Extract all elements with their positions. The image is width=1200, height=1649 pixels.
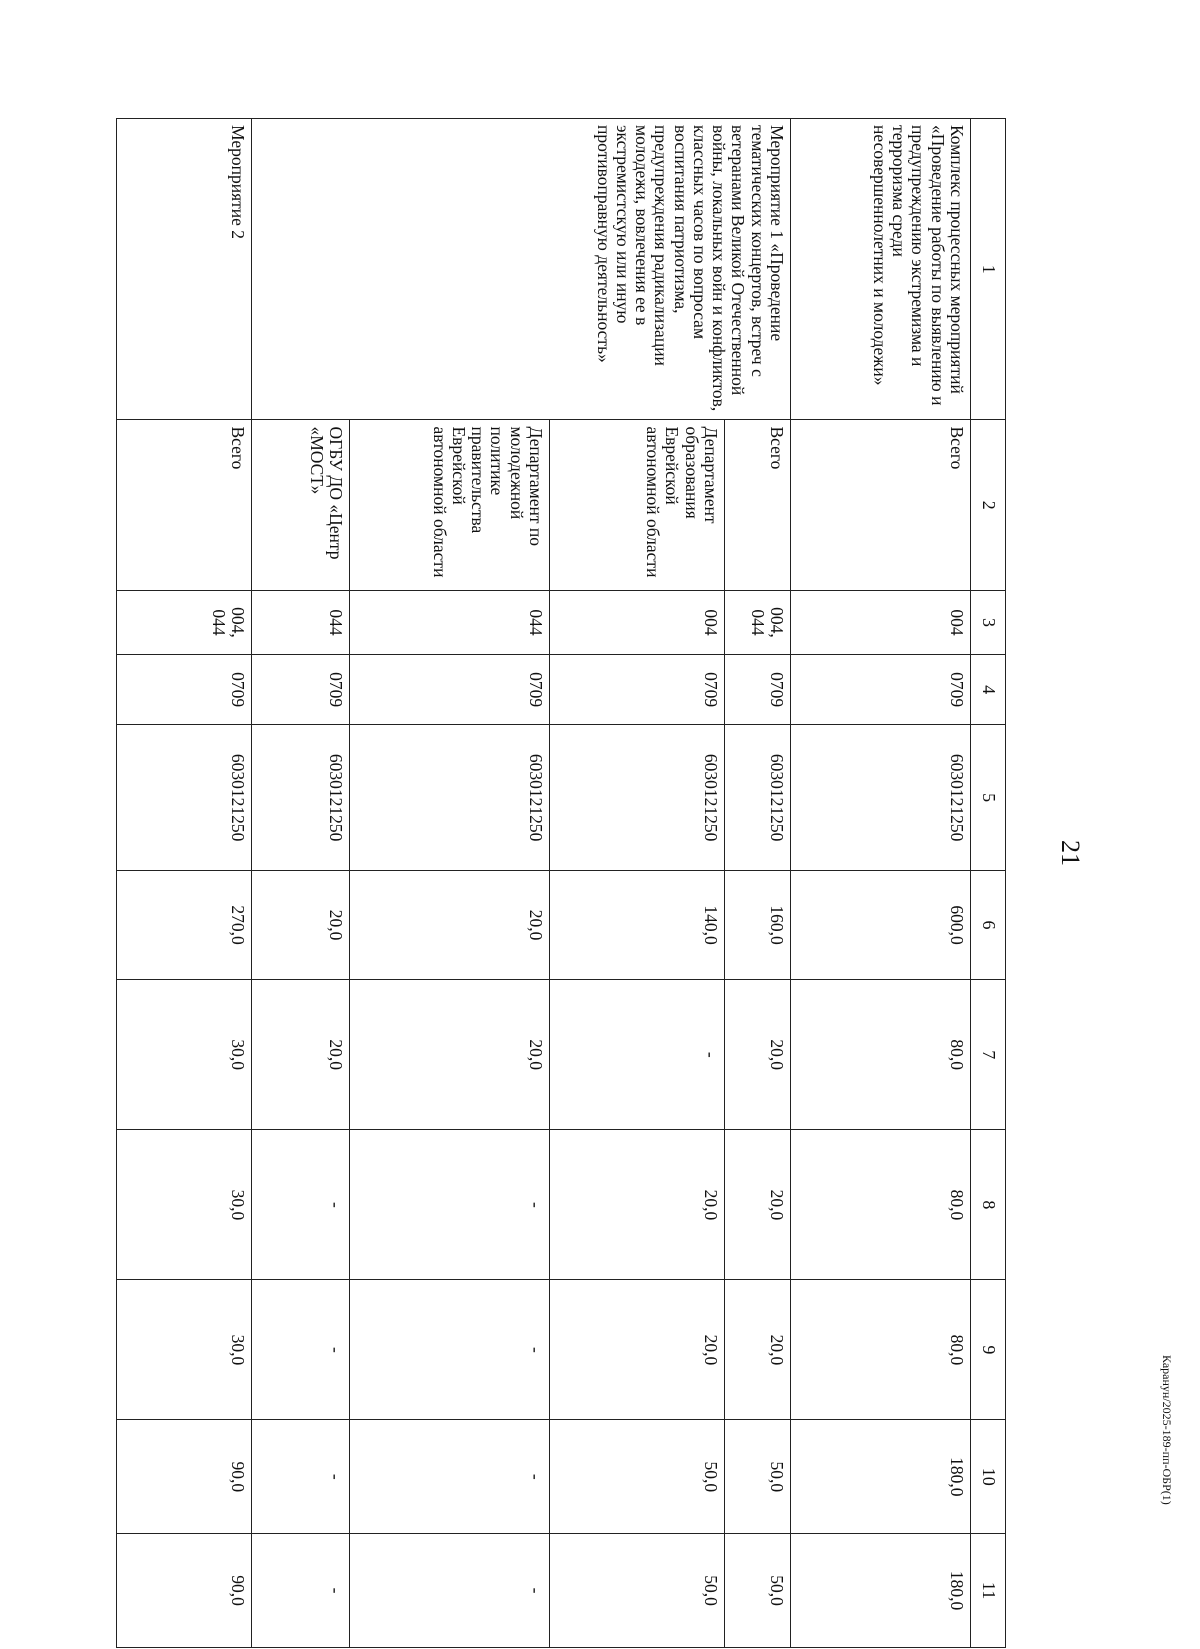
- col-header: 6: [971, 870, 1006, 979]
- table-cell: 6030121250: [117, 725, 252, 871]
- budget-table: [116, 118, 1006, 1648]
- col-header: 9: [971, 1280, 1006, 1420]
- table-cell: 0709: [117, 654, 252, 725]
- table-cell: 0709: [725, 654, 791, 725]
- header-row: [971, 119, 1006, 1648]
- table-cell: Всего: [117, 420, 252, 591]
- col-header: 1: [971, 119, 1006, 420]
- table-cell: 20,0: [252, 980, 350, 1130]
- table-cell: ОГБУ ДО «Центр «МОСТ»: [252, 420, 350, 591]
- table-cell: 20,0: [252, 870, 350, 979]
- table-cell: 140,0: [550, 870, 725, 979]
- table-cell: 180,0: [791, 1420, 971, 1534]
- table-cell: 0709: [550, 654, 725, 725]
- table-row: [117, 119, 252, 1648]
- table-cell: 50,0: [725, 1534, 791, 1648]
- table-cell: 20,0: [725, 980, 791, 1130]
- table-cell: 0709: [350, 654, 550, 725]
- table-cell: Мероприятие 2: [117, 119, 252, 420]
- table-cell: -: [350, 1280, 550, 1420]
- table-cell: 20,0: [725, 1130, 791, 1280]
- col-header: 4: [971, 654, 1006, 725]
- col-header: 11: [971, 1534, 1006, 1648]
- table-cell: 270,0: [117, 870, 252, 979]
- table-cell: 004, 044: [725, 591, 791, 655]
- col-header: 5: [971, 725, 1006, 871]
- table-cell: -: [350, 1130, 550, 1280]
- table-cell: 004: [550, 591, 725, 655]
- table-cell: Мероприятие 1 «Проведение тематических концертов, встреч с ветеранами Великой Отечественной войны, локальных войн и конфликтов, классных часов по вопросам воспитания патриотизма, предупреждения радикализации молодежи, вовлечения ее в экстремистскую или иную противоправную деятельность»: [252, 119, 791, 420]
- table-cell: -: [252, 1130, 350, 1280]
- table-cell: 20,0: [550, 1280, 725, 1420]
- col-header: 3: [971, 591, 1006, 655]
- col-header: 10: [971, 1420, 1006, 1534]
- table-cell: 50,0: [550, 1534, 725, 1648]
- table-row: [725, 119, 791, 1648]
- table-cell: Департамент образования Еврейской автономной области: [550, 420, 725, 591]
- table-cell: 80,0: [791, 1130, 971, 1280]
- table-cell: 50,0: [725, 1420, 791, 1534]
- table-cell: 160,0: [725, 870, 791, 979]
- col-header: 8: [971, 1130, 1006, 1280]
- table-row: [791, 119, 971, 1648]
- rotated-table-container: [126, 118, 1006, 1648]
- table-cell: 80,0: [791, 1280, 971, 1420]
- document-code: Каранун/2025-189-пп-ОБР(1): [1160, 1355, 1174, 1505]
- table-cell: 30,0: [117, 1130, 252, 1280]
- table-cell: 30,0: [117, 980, 252, 1130]
- table-cell: 50,0: [550, 1420, 725, 1534]
- table-cell: 80,0: [791, 980, 971, 1130]
- table-cell: Всего: [791, 420, 971, 591]
- table-cell: Комплекс процессных мероприятий «Проведение работы по выявлению и предупреждению экстремизма и терроризма среди несовершеннолетних и молодежи»: [791, 119, 971, 420]
- table-cell: Всего: [725, 420, 791, 591]
- table-cell: -: [350, 1420, 550, 1534]
- table-cell: 0709: [252, 654, 350, 725]
- table-cell: Департамент по молодежной политике правительства Еврейской автономной области: [350, 420, 550, 591]
- table-cell: 6030121250: [725, 725, 791, 871]
- table-cell: 600,0: [791, 870, 971, 979]
- table-cell: 20,0: [350, 870, 550, 979]
- page-number: 21: [1056, 840, 1085, 866]
- table-cell: -: [550, 980, 725, 1130]
- table-cell: -: [350, 1534, 550, 1648]
- col-header: 7: [971, 980, 1006, 1130]
- table-cell: 20,0: [725, 1280, 791, 1420]
- table-cell: -: [252, 1420, 350, 1534]
- table-cell: 20,0: [350, 980, 550, 1130]
- table-cell: 20,0: [550, 1130, 725, 1280]
- table-cell: 30,0: [117, 1280, 252, 1420]
- table-cell: 6030121250: [550, 725, 725, 871]
- col-header: 2: [971, 420, 1006, 591]
- table-cell: 6030121250: [350, 725, 550, 871]
- table-cell: 044: [350, 591, 550, 655]
- table-cell: 6030121250: [791, 725, 971, 871]
- table-cell: -: [252, 1280, 350, 1420]
- table-cell: 0709: [791, 654, 971, 725]
- table-cell: 90,0: [117, 1534, 252, 1648]
- table-cell: 6030121250: [252, 725, 350, 871]
- table-cell: -: [252, 1534, 350, 1648]
- table-cell: 004, 044: [117, 591, 252, 655]
- table-cell: 90,0: [117, 1420, 252, 1534]
- table-cell: 044: [252, 591, 350, 655]
- table-cell: 180,0: [791, 1534, 971, 1648]
- table-cell: 004: [791, 591, 971, 655]
